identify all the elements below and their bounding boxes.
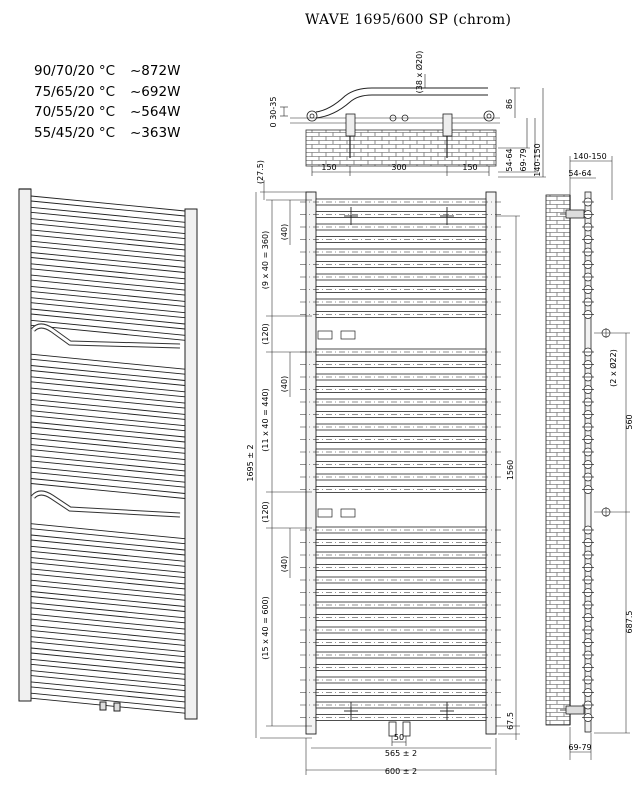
dim-seg-40-a: (40) bbox=[280, 223, 289, 241]
radiator-perspective-view bbox=[19, 189, 197, 719]
dim-top-27-5: (27.5) bbox=[256, 159, 265, 185]
dim-side-54-64: 54-64 bbox=[568, 169, 592, 178]
dim-span-mid: 300 bbox=[391, 163, 407, 172]
dim-side-140-150: 140-150 bbox=[573, 152, 607, 161]
left-upright bbox=[19, 189, 31, 701]
top-tube-left bbox=[307, 111, 317, 121]
dim-span-left: 150 bbox=[321, 163, 337, 172]
front-view bbox=[300, 192, 502, 746]
side-view bbox=[546, 156, 630, 760]
spec-power: ~363W bbox=[130, 124, 181, 141]
spec-condition: 75/65/20 °C bbox=[34, 83, 116, 100]
dim-side-560: 560 bbox=[625, 414, 634, 430]
dim-side-69-79: 69-79 bbox=[568, 743, 592, 752]
dim-seg-11x40: (11 x 40 = 440) bbox=[261, 388, 270, 452]
dim-bottom-67-5: 67.5 bbox=[506, 712, 515, 730]
spec-power: ~692W bbox=[130, 83, 181, 100]
valve-right bbox=[114, 703, 120, 711]
dim-seg-120-b: (120) bbox=[261, 501, 270, 523]
spec-condition: 55/45/20 °C bbox=[34, 124, 116, 141]
dim-wall-140-150: 140-150 bbox=[533, 143, 542, 177]
dim-pipe-dia-top: (38 x Ø20) bbox=[415, 50, 424, 94]
dim-wall-54-64: 54-64 bbox=[505, 148, 514, 172]
dim-height-total: 1695 ± 2 bbox=[246, 444, 255, 482]
top-tube-right bbox=[484, 111, 494, 121]
dim-seg-9x40: (9 x 40 = 360) bbox=[261, 230, 270, 290]
dim-side-687-5: 687.5 bbox=[625, 610, 634, 634]
valve-left bbox=[100, 702, 106, 710]
top-bracket-left bbox=[346, 114, 355, 136]
dim-side-2xd22: (2 x Ø22) bbox=[609, 349, 618, 387]
spec-condition: 70/55/20 °C bbox=[34, 104, 116, 120]
perspective-bars bbox=[31, 196, 185, 713]
dim-span-right: 150 bbox=[462, 163, 478, 172]
side-dimension-lines bbox=[570, 156, 630, 760]
dim-height-1560: 1560 bbox=[506, 459, 515, 481]
wall-side-view bbox=[546, 195, 570, 725]
spec-condition: 90/70/20 °C bbox=[34, 63, 116, 79]
dim-top-offset: 0 30-35 bbox=[269, 96, 278, 128]
front-left-upright bbox=[306, 192, 316, 734]
dim-seg-40-c: (40) bbox=[280, 555, 289, 573]
dim-width-600: 600 ± 2 bbox=[384, 767, 418, 776]
drawing-title: WAVE 1695/600 SP (chrom) bbox=[305, 12, 512, 28]
spec-power: ~564W bbox=[130, 104, 181, 120]
top-bracket-right bbox=[443, 114, 452, 136]
front-right-upright bbox=[486, 192, 496, 734]
dim-conn-50: 50 bbox=[393, 733, 405, 742]
dim-depth-86: 86 bbox=[505, 98, 514, 110]
dim-seg-15x40: (15 x 40 = 600) bbox=[261, 596, 270, 660]
dim-seg-120-a: (120) bbox=[261, 323, 270, 345]
dim-seg-40-b: (40) bbox=[280, 375, 289, 393]
wall-top-view bbox=[306, 130, 496, 166]
dim-wall-69-79: 69-79 bbox=[519, 148, 528, 172]
spec-power: ~872W bbox=[130, 63, 181, 79]
right-upright bbox=[185, 209, 197, 719]
dim-width-565: 565 ± 2 bbox=[384, 749, 418, 758]
